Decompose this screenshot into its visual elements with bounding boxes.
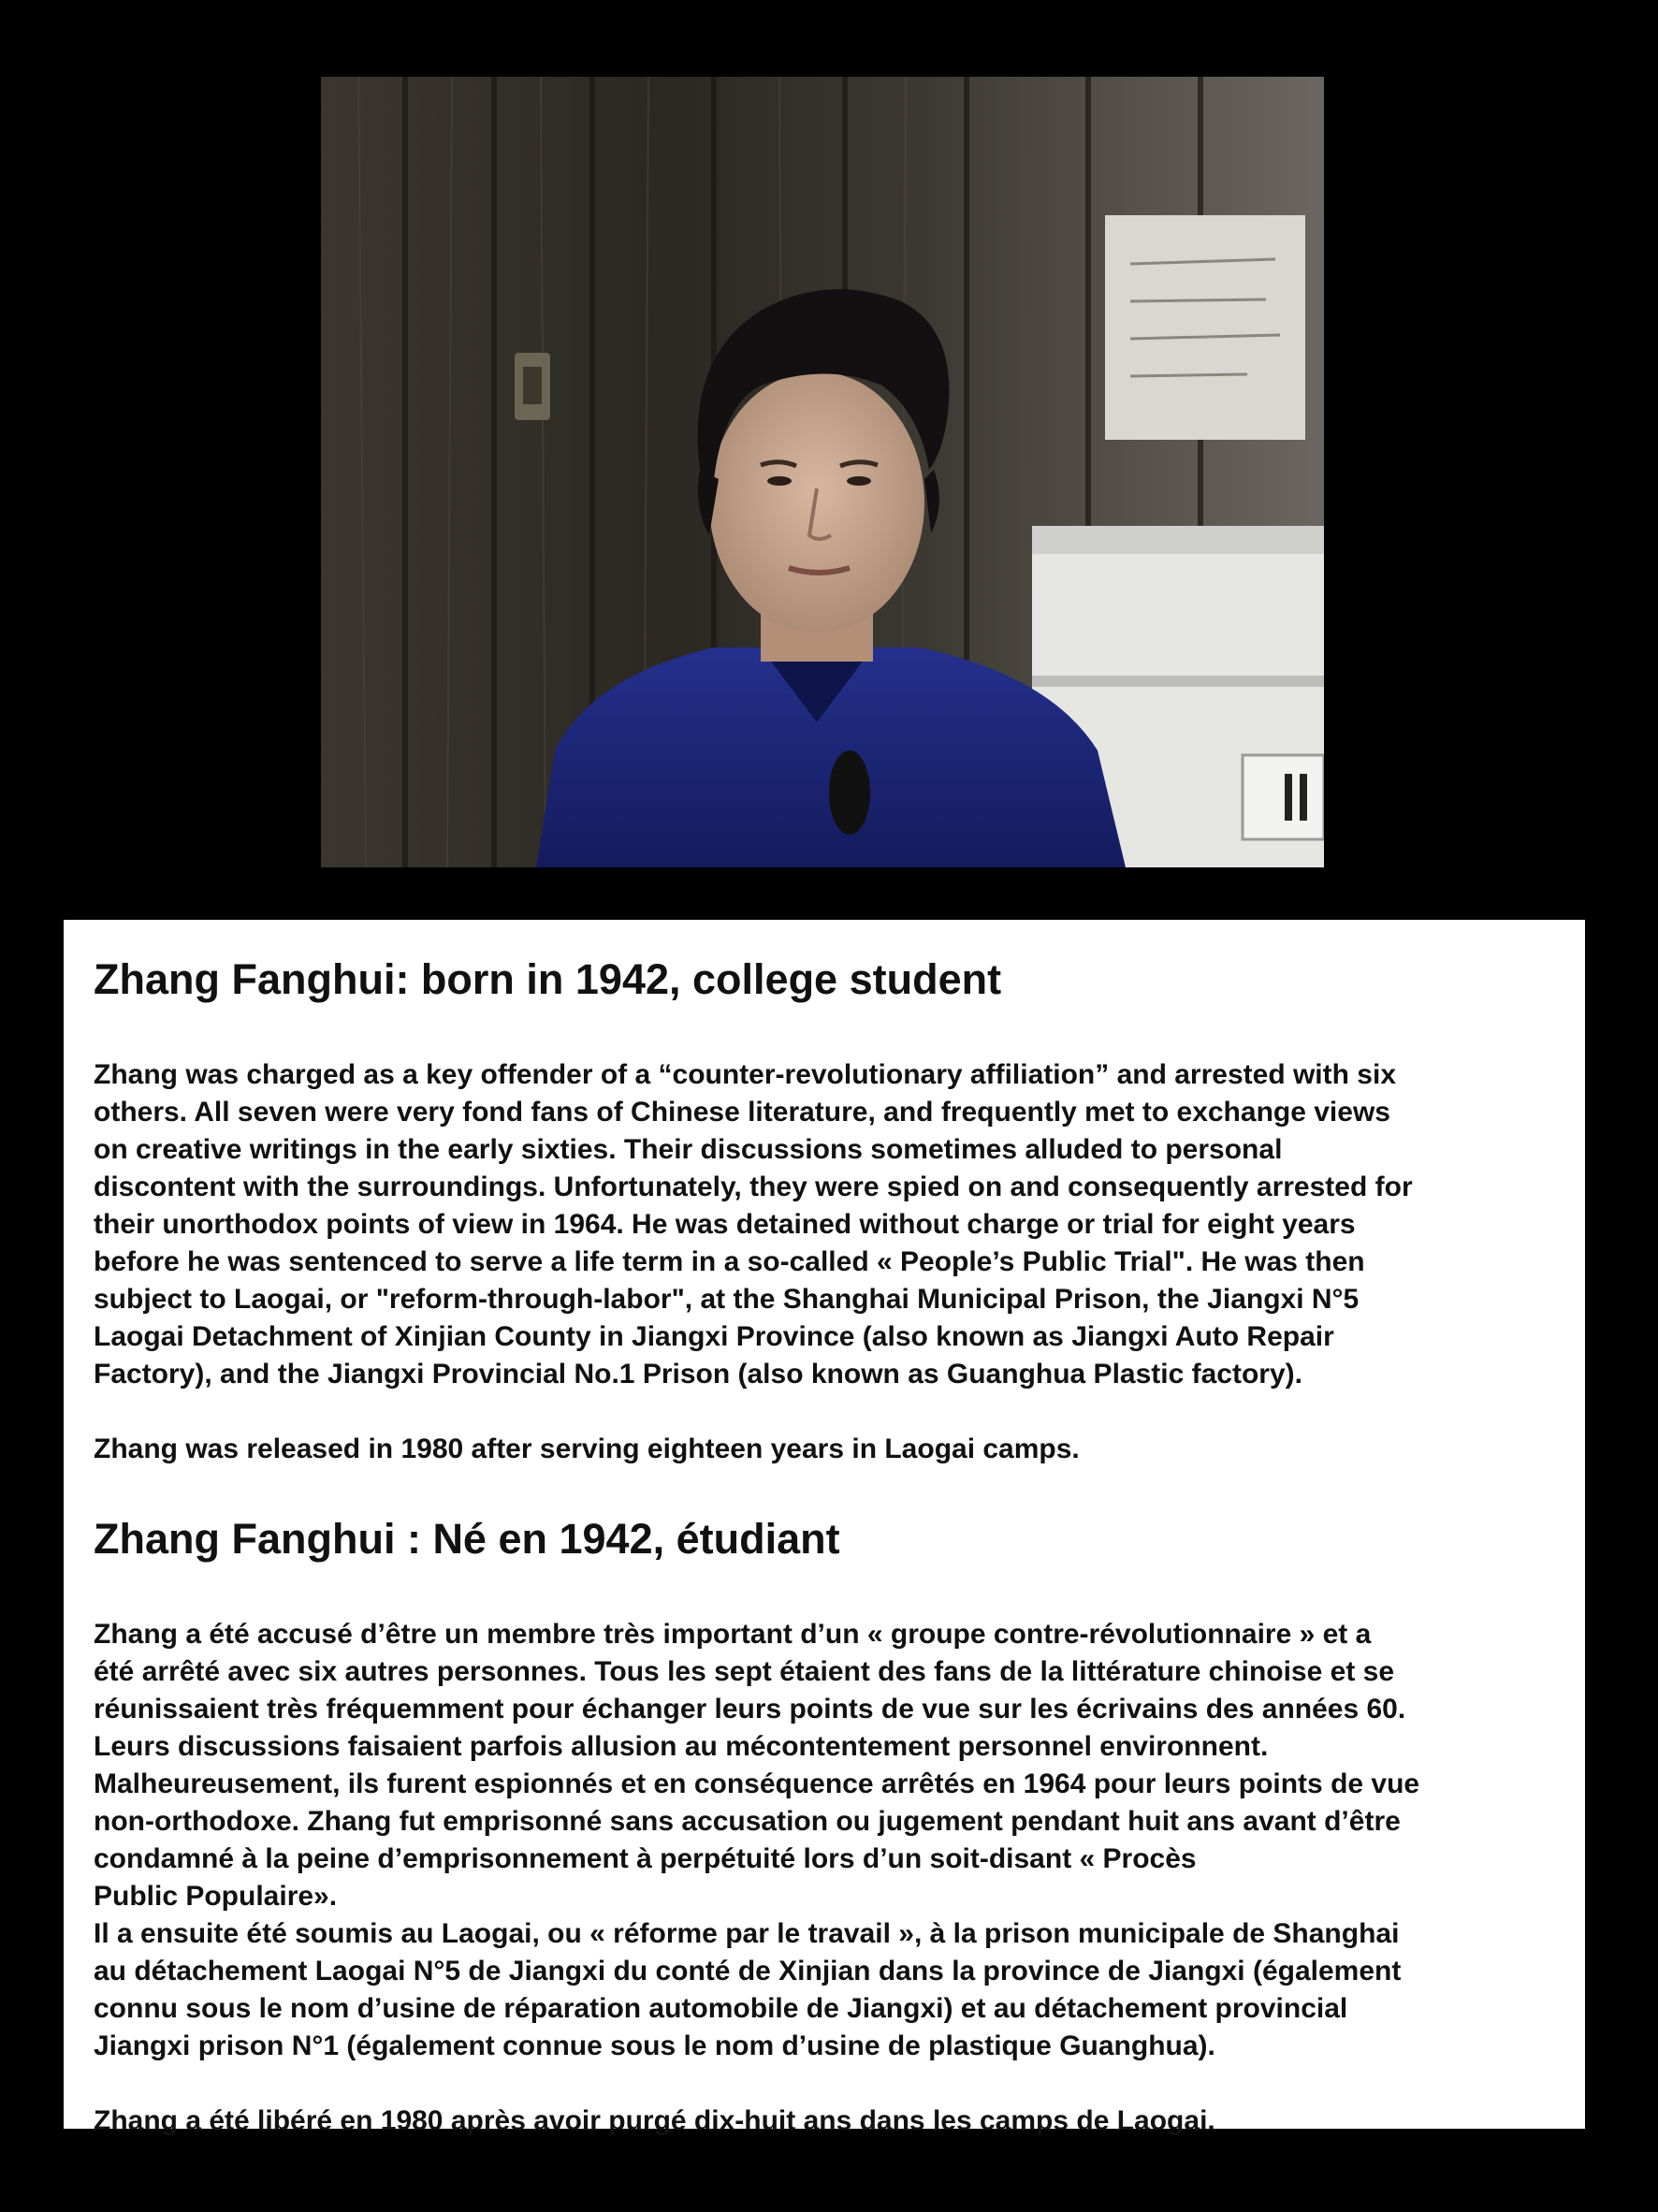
- french-body-line: Public Populaire».: [94, 1881, 338, 1912]
- french-title: Zhang Fanghui : Né en 1942, étudiant: [94, 1515, 840, 1563]
- english-body-line: their unorthodox points of view in 1964. He was detained without charge or trial for eight years: [94, 1209, 1356, 1240]
- english-body: [94, 1056, 1559, 1393]
- english-body-line: subject to Laogai, or "reform-through-labor", at the Shanghai Municipal Prison, the Jiangxi N°5: [94, 1284, 1360, 1315]
- french-body-line: non-orthodoxe. Zhang fut emprisonné sans accusation ou jugement pendant huit ans avant d’être: [94, 1806, 1401, 1837]
- french-body: [94, 1616, 1559, 2065]
- english-title: Zhang Fanghui: born in 1942, college student: [94, 955, 1002, 1003]
- english-body-line: discontent with the surroundings. Unfortunately, they were spied on and consequently arrested for: [94, 1171, 1413, 1202]
- french-release-note: Zhang a été libéré en 1980 après avoir purgé dix-huit ans dans les camps de Laogai.: [94, 2105, 1215, 2136]
- french-body-line: Malheureusement, ils furent espionnés et en conséquence arrêtés en 1964 pour leurs points de vue: [94, 1768, 1420, 1799]
- english-release-note: Zhang was released in 1980 after serving eighteen years in Laogai camps.: [94, 1433, 1080, 1464]
- english-body-line: before he was sentenced to serve a life term in a so-called « People’s Public Trial". He was then: [94, 1246, 1365, 1277]
- french-body-line: été arrêté avec six autres personnes. Tous les sept étaient des fans de la littérature chinoise et se: [94, 1656, 1395, 1687]
- english-body-line: Factory), and the Jiangxi Provincial No.1 Prison (also known as Guanghua Plastic factory).: [94, 1359, 1302, 1390]
- french-body-line: au détachement Laogai N°5 de Jiangxi du conté de Xinjian dans la province de Jiangxi (également: [94, 1956, 1402, 1986]
- french-body-line: Il a ensuite été soumis au Laogai, ou « réforme par le travail », à la prison municipale de Shanghai: [94, 1918, 1400, 1949]
- french-body-line: connu sous le nom d’usine de réparation automobile de Jiangxi) et au détachement provincial: [94, 1993, 1348, 2024]
- portrait-photo: [321, 77, 1324, 867]
- english-body-line: on creative writings in the early sixties. Their discussions sometimes alluded to personal: [94, 1134, 1283, 1165]
- french-body-line: condamné à la peine d’emprisonnement à perpétuité lors d’un soit-disant « Procès: [94, 1843, 1197, 1874]
- french-body-line: réunissaient très fréquemment pour échanger leurs points de vue sur les écrivains des années 60.: [94, 1694, 1406, 1724]
- english-body-line: others. All seven were very fond fans of Chinese literature, and frequently met to exchange views: [94, 1097, 1390, 1128]
- french-body-line: Zhang a été accusé d’être un membre très important d’un « groupe contre-révolutionnaire » et a: [94, 1619, 1372, 1650]
- caption-panel: [64, 920, 1585, 2136]
- french-body-line: Leurs discussions faisaient parfois allusion au mécontentement personnel environnent.: [94, 1731, 1269, 1762]
- english-body-line: Laogai Detachment of Xinjian County in Jiangxi Province (also known as Jiangxi Auto Repair: [94, 1321, 1334, 1352]
- french-body-line: Jiangxi prison N°1 (également connue sous le nom d’usine de plastique Guanghua).: [94, 2030, 1215, 2061]
- english-body-line: Zhang was charged as a key offender of a “counter-revolutionary affiliation” and arrested with six: [94, 1059, 1396, 1090]
